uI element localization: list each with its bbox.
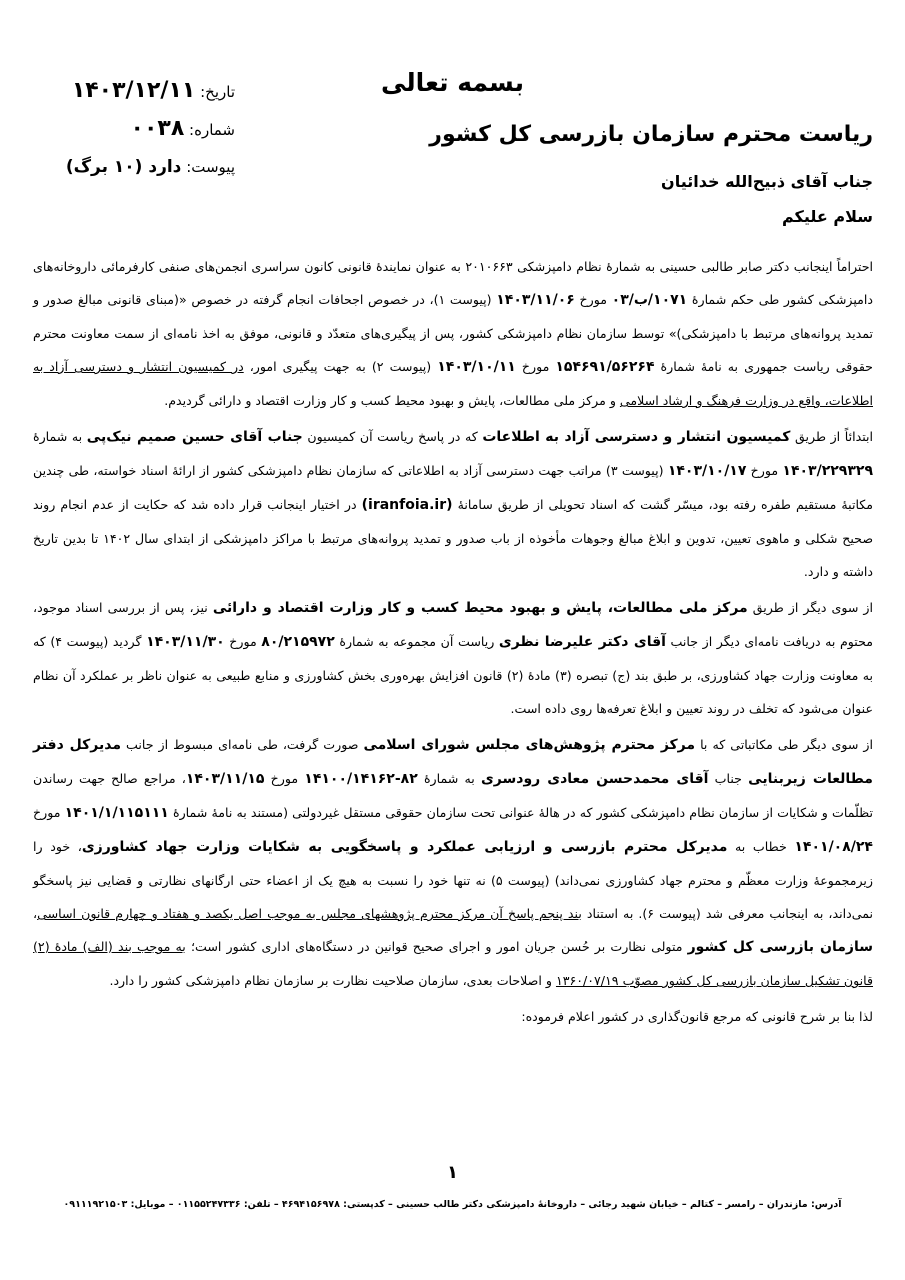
p3-text: از سوی دیگر از طریق bbox=[747, 600, 874, 615]
p2-text: که در پاسخ ریاست آن کمیسیون bbox=[302, 429, 483, 444]
p3-letter-date: ۱۴۰۳/۱۱/۳۰ bbox=[146, 634, 225, 650]
p1-text: (پیوست ۱)، در خصوص اجحافات انجام گرفته در خصوص «(مبنای قانونی مبالغ صدور و تمدید پروانه‌های مرتبط با دامپزشکی)» توسط سازمان نظام دامپزشکی کشور، پس از پیگیری‌های متعدّد و قانونی، موفق به اخذ نامه‌ای از سمت معاونت محترم حقوقی ریاست جمهوری به نامهٔ شمارهٔ bbox=[33, 292, 873, 374]
p1-letter-date: ۱۴۰۳/۱۰/۱۱ bbox=[437, 359, 516, 375]
p3-text: ریاست آن مجموعه به شمارهٔ bbox=[334, 634, 499, 649]
p1-text: (پیوست ۲) به جهت پیگیری امور، bbox=[243, 359, 438, 374]
number-value: ۰۰۳۸ bbox=[130, 116, 185, 141]
attachment-value: دارد (۱۰ برگ) bbox=[65, 157, 182, 177]
p2-person: جناب آقای حسین صمیم نیک‌پی bbox=[86, 429, 303, 445]
p2-letter-date: ۱۴۰۳/۱۰/۱۷ bbox=[667, 463, 747, 479]
p4-text: متولی نظارت بر حُسن جریان امور و اجرای صحیح قوانین در دستگاه‌های اداری کشور است؛ bbox=[185, 939, 688, 954]
p2-text: ابتدائاً از طریق bbox=[790, 429, 873, 444]
p2-text: مورخ bbox=[746, 463, 783, 478]
p1-underlined: در کمیسیون انتشار و دسترسی آزاد به اطلاعات، واقع در وزارت فرهنگ و ارشاد اسلامی bbox=[33, 359, 873, 408]
p4-text: ، خود را زیرمجموعهٔ وزارت معظّم و محترم جهاد کشاورزی نمی‌داند) (پیوست ۵) نه تنها خود را نسبت به هیچ یک از اعضاء حتی ارگانهای نظارتی و قضایی نیز پاسخگو نمی‌داند، به اینجانب معرفی شد (پیوست ۶). به استناد bbox=[33, 839, 873, 921]
p2-text: (پیوست ۳) مراتب جهت دسترسی آزاد به اطلاعاتی که سازمان نظام دامپزشکی کشور از ارائهٔ اسناد خواسته، طی چندین مکاتبهٔ مستقیم طفره رفته بود، میسّر گشت که اسناد تحویلی از طریق سامانهٔ bbox=[33, 463, 873, 512]
date-value: ۱۴۰۳/۱۲/۱۱ bbox=[71, 78, 196, 103]
date-row bbox=[35, 72, 235, 110]
paragraph-1 bbox=[33, 250, 873, 417]
p2-website: (iranfoia.ir) bbox=[361, 497, 453, 513]
p3-text: نیز، پس از بررسی اسناد موجود، محتوم به دریافت نامه‌ای دیگر از جانب bbox=[33, 600, 873, 649]
p3-text: گردید (پیوست ۴) که به معاونت وزارت جهاد کشاورزی، بر طبق بند (ج) تبصره (۳) مادهٔ (۲) قانون افزایش بهره‌وری بخش کشاورزی و منابع طبیعی به عنوان ناظر بر عملکرد آن نظام عنوان می‌شود که تخلف در روند تعیین و ابلاغ تعرفه‌ها روی داده است. bbox=[33, 634, 874, 716]
p4-text: خطاب به bbox=[727, 839, 795, 854]
p3-text: مورخ bbox=[224, 634, 262, 649]
p2-letter-number: ۱۴۰۳/۲۲۹۳۲۹ bbox=[782, 463, 873, 479]
p4-text: مورخ bbox=[264, 771, 305, 786]
p3-center: مرکز ملی مطالعات، پایش و بهبود محیط کسب و کار وزارت اقتصاد و دارائی bbox=[212, 600, 748, 616]
letter-body bbox=[33, 250, 873, 1036]
p4-text: ، مراجع صالح جهت رساندن تظلّمات و شکایات از سازمان نظام دامپزشکی کشور که در هالهٔ عنوانی تحت سازمان حقوقی مستقل غیردولتی (مستند به نامهٔ شمارهٔ bbox=[33, 771, 873, 820]
paragraph-2 bbox=[33, 420, 873, 588]
p1-decree-date: ۱۴۰۳/۱۱/۰۶ bbox=[496, 292, 575, 308]
p1-text: مورخ bbox=[515, 359, 556, 374]
p4-text: جناب bbox=[708, 771, 749, 786]
p3-person: آقای دکتر علیرضا نظری bbox=[498, 634, 666, 650]
page-number: ۱ bbox=[447, 1162, 458, 1183]
p4-office: مدیرکل دفتر مطالعات زیربنایی bbox=[33, 737, 873, 787]
attachment-row bbox=[35, 148, 235, 186]
p4-text: ، bbox=[33, 906, 38, 921]
p1-text: مورخ bbox=[574, 292, 612, 307]
p4-text: و اصلاحات بعدی، سازمان صلاحیت نظارت بر سازمان نظام دامپزشکی کشور را دارد. bbox=[109, 973, 556, 988]
greeting: سلام علیکم bbox=[781, 207, 873, 226]
p4-letter-number: ۸۲-۱۴۱۰۰/۱۴۱۶۲ bbox=[304, 771, 418, 787]
p3-letter-number: ۸۰/۲۱۵۹۷۲ bbox=[261, 634, 335, 650]
p2-commission: کمیسیون انتشار و دسترسی آزاد به اطلاعات bbox=[482, 429, 791, 445]
p4-text: از سوی دیگر طی مکاتباتی که با bbox=[695, 737, 873, 752]
p4-text: مورخ bbox=[33, 805, 65, 820]
paragraph-4 bbox=[33, 728, 873, 997]
recipient-name: جناب آقای ذبیح‌الله خدائیان bbox=[661, 172, 873, 191]
p4-text: صورت گرفت، طی نامه‌ای مبسوط از جانب bbox=[121, 737, 364, 752]
p4-ref-number: ۱۴۰۱/۱/۱۱۵۱۱۱ bbox=[64, 805, 169, 821]
p4-letter-date: ۱۴۰۳/۱۱/۱۵ bbox=[185, 771, 265, 787]
p1-decree-number: ۱۰۷۱/ب/۰۳ bbox=[611, 292, 688, 308]
p4-center: مرکز محترم پژوهش‌های مجلس شورای اسلامی bbox=[363, 737, 696, 753]
p2-text: در اختیار اینجانب قرار داده شد که حکایت از عدم انجام روند صحیح شکلی و ماهوی تعیین، تدوین و ابلاغ مبالغ وجوهات مأخوذه از باب صدور و تمدید پروانه‌های مرتبط با مراکز دامپزشکی از ابتدای سال ۱۴۰۲ تا بدین تاریخ داشته و دارد. bbox=[33, 497, 874, 579]
footer-address: آدرس: مازندران – رامسر – کتالم – خیابان شهید رجائی – داروخانهٔ دامپزشکی دکتر طالب حسینی – کدپستی: ۴۶۹۴۱۵۶۹۷۸ – تلفن: ۰۱۱۵۵۲۴۷۳۳۶ – موبایل: ۰۹۱۱۱۹۲۱۵۰۳ bbox=[63, 1199, 842, 1210]
paragraph-5: لذا بنا بر شرح قانونی که مرجع قانون‌گذاری در کشور اعلام فرموده: bbox=[521, 1009, 873, 1024]
p4-text: به شمارهٔ bbox=[417, 771, 481, 786]
basmala-heading: بسمه تعالی bbox=[380, 68, 525, 97]
p1-letter-number: ۱۵۴۶۹۱/۵۶۲۶۴ bbox=[555, 359, 655, 375]
p4-inspection-org: سازمان بازرسی کل کشور bbox=[687, 939, 874, 955]
letter-meta bbox=[35, 72, 235, 186]
p1-text: احتراماً اینجانب دکتر صابر طالبی حسینی به شمارهٔ نظام دامپزشکی ۲۰۱۰۶۶۳ به عنوان نمایندهٔ قانونی کانون سراسری انجمن‌های صنفی کارفرمائی داروخانه‌های دامپزشکی کشور طی حکم شمارهٔ bbox=[33, 259, 873, 307]
recipient-title: ریاست محترم سازمان بازرسی کل کشور bbox=[429, 122, 873, 147]
p4-person: آقای محمدحسن معادی رودسری bbox=[480, 771, 709, 787]
date-label: تاریخ: bbox=[200, 83, 235, 101]
p4-underlined: بند پنجم پاسخ آن مرکز محترم پژوهشهای مجلس به موجب اصل یکصد و هفتاد و چهارم قانون اساسی bbox=[37, 906, 582, 921]
p4-director: مدیرکل محترم بازرسی و ارزیابی عملکرد و پاسخگویی به شکایات وزارت جهاد کشاورزی bbox=[81, 839, 728, 855]
number-row bbox=[35, 110, 235, 148]
p4-ref-date: ۱۴۰۱/۰۸/۲۴ bbox=[794, 839, 873, 855]
p2-text: به شمارهٔ bbox=[33, 429, 87, 444]
attachment-label: پیوست: bbox=[186, 158, 235, 176]
p1-text: و مرکز ملی مطالعات، پایش و بهبود محیط کسب و کار وزارت اقتصاد و دارائی گردیدم. bbox=[164, 393, 620, 408]
p4-underlined: به موجب بند (الف) مادهٔ (۲) قانون تشکیل سازمان بازرسی کل کشور مصوّب ۱۳۶۰/۰۷/۱۹ bbox=[33, 939, 873, 988]
number-label: شماره: bbox=[189, 121, 235, 139]
paragraph-3 bbox=[33, 591, 873, 725]
